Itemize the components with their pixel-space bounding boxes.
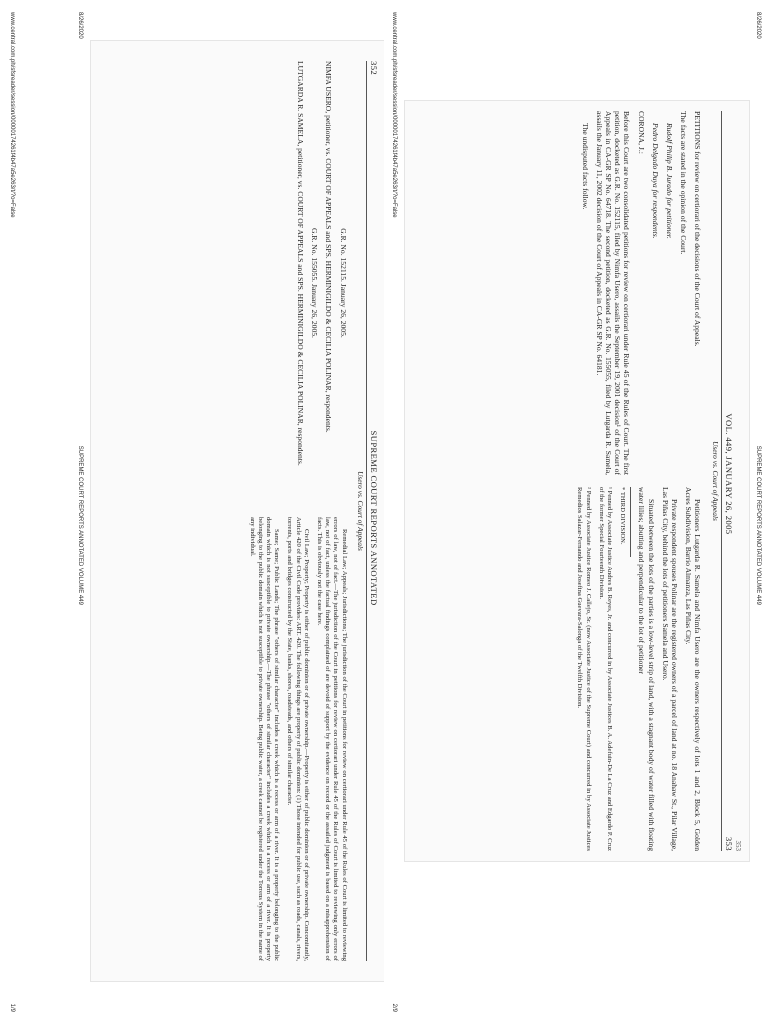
opinion-paragraph-1: Before this Court are two consolidated petitions for review on certiorari under Rule 45 of the Rules of Court. The first petition, docketed as G.R. No. 152115, filed by Nimfa Usero, assails the September 19, 2001 decision¹ of the Court of Appeals in CA-GR SP No. 64718. The second petition, docketed as G.R. No. 155055, filed by Lutgarda R. Samela, assails the January 11, 2002 decision of the Court of Appeals in CA-GR SP No. 64181. (594, 111, 632, 475)
right-url: www.central.com.ph/sfsreader/session/00000174261f4b47a5e263/t/?o=False (391, 12, 397, 218)
right-print-header-strip (748, 0, 766, 1024)
right-book-title: SUPREME COURT REPORTS ANNOTATED VOLUME 449 (755, 445, 761, 605)
counsel-petitioner: Rudolf Philip B. Jurado for petitioner. (664, 123, 674, 239)
opinion-paragraph-4: Private respondent spouses Polinar are the registered owners of a parcel of land at no. 18 Anahaw St., Pilar Village, Las Piñas City, behind the lots of petitioners Samela and Usero. (660, 487, 679, 851)
left-url: www.central.com.ph/sfsreader/session/00000174261f4b47a5e263/t/?o=False (9, 12, 15, 218)
footnote-2: ² Penned by Associate Justice Romeo J. Callejo, Sr. (now Associate Justice of the Supreme Court) and concurred in by Associate Justices Remedios Salazar-Fernando and Josefina Guevara-Salonga of the Twelfth Division. (576, 487, 592, 851)
opinion-paragraph-2: The undisputed facts follow. (580, 123, 590, 210)
right-scan-half (384, 0, 768, 1024)
case2-number: G.R. No. 155055. January 26, 2005. (310, 228, 320, 338)
right-page-count: 2/9 (391, 1003, 397, 1012)
left-book-title: SUPREME COURT REPORTS ANNOTATED VOLUME 449 (77, 445, 83, 605)
footnote-1: ¹ Penned by Associate Justice Andres B. Reyes, Jr. and concurred in by Associate Justices B. A. Adefuin-De La Cruz and Edgardo P. Cruz of the former Special Fourteenth Division. (597, 487, 613, 851)
counsel-respondents: Pedro Delgado Duya for respondents. (650, 123, 660, 239)
left-print-header-strip (70, 0, 88, 1024)
division-note: * THIRD DIVISION. (619, 487, 627, 545)
page-number-353: 353 (723, 836, 734, 851)
running-title-vol: VOL. 449, JANUARY 26, 2005 (723, 413, 734, 535)
page-353-header (721, 111, 733, 851)
opinion-paragraph-3: Petitioners Lutgarda R. Samela and Nimfa Usero are the owners respectively of lots 1 and 2, Block 5, Golden Acres Subdivision, Barrio Almanza, Las Piñas City. (684, 487, 703, 851)
syllabus-remedial-law: Remedial Law; Appeals; Jurisdictions; The jurisdiction of the Court in petitions for review on certiorari under Rule 45 of the Rules of Court is limited to reviewing errors of law, not of fact.—The jurisdiction of the Court in petitions for review on certiorari under Rule 45 of the Rules of Court is limited to reviewing only errors of law, not of fact, unless the factual findings complained of are devoid of support by the evidence on record or the assailed judgment is based on a misapprehension of facts. This is obviously not the case here. (315, 517, 348, 961)
opinion-paragraph-5: Situated between the lots of the parties is a low-level strip of land, with a stagnant body of water filled with floating water lilies; abutting and perpendicular to the lot of petitioner (637, 487, 656, 851)
case2-parties: LUTGARDA R. SAMELA, petitioner, vs. COURT OF APPEALS and SPS. HERMINIGILDO & CECILIA POLINAR, respondents. (295, 61, 305, 466)
syllabus-civil-law: Civil Law; Property; Property is either of public dominion or of private ownership.—Property is either of public dominion or of private ownership. Concomitantly, Article 420 of the Civil Code provides: ART. 420. The following things are property of public dominion: (1) Those intended for public use, such as roads, canals, rivers, torrents, ports and bridges constructed by the State, banks, shores, roadsteads, and others of similar character. (286, 517, 310, 961)
running-title: SUPREME COURT REPORTS ANNOTATED (369, 430, 379, 606)
right-print-date: 8/26/2020 (755, 12, 761, 39)
left-print-date: 8/26/2020 (77, 12, 83, 39)
case1-parties: NIMFA USERO, petitioner, vs. COURT OF APPEALS and SPS. HERMINIGILDO & CECILIA POLINAR, respondents. (324, 61, 334, 433)
left-page-count: 1/9 (9, 1003, 15, 1012)
case-subtitle-353: Usero vs. Court of Appeals (710, 441, 720, 521)
page-number-small: 353 (734, 840, 742, 851)
ponente: CORONA, J.: (636, 111, 646, 154)
page-number: 352 (369, 61, 379, 76)
petitions: PETITIONS for review on certiorari of the decisions of the Court of Appeals. (693, 111, 703, 347)
page-352 (98, 61, 378, 961)
case1-number: G.R. No. 152115. January 26, 2005. (338, 228, 348, 338)
left-print-footer-strip (2, 0, 20, 1024)
left-sheet (90, 40, 384, 982)
facts-statement: The facts are stated in the opinion of the Court. (679, 111, 689, 255)
syllabus-public-lands: Same; Same; Public Lands; The phrase "others of similar character" includes a creek which is a recess or arm of a river. It is a property belonging to the public domain which is not susceptible to private ownership.—The phrase "others of similar character" includes a creek which is a recess or arm of a river. It is property belonging to the public domain which is not susceptible to private ownership. Being public water, a creek cannot be registered under the Torrens System in the name of any individual. (248, 517, 281, 961)
case-subtitle: Usero vs. Court of Appeals (355, 471, 365, 551)
right-sheet (404, 100, 750, 862)
page-353 (412, 111, 742, 851)
page-352-header (366, 61, 378, 961)
right-print-footer-strip (384, 0, 402, 1024)
